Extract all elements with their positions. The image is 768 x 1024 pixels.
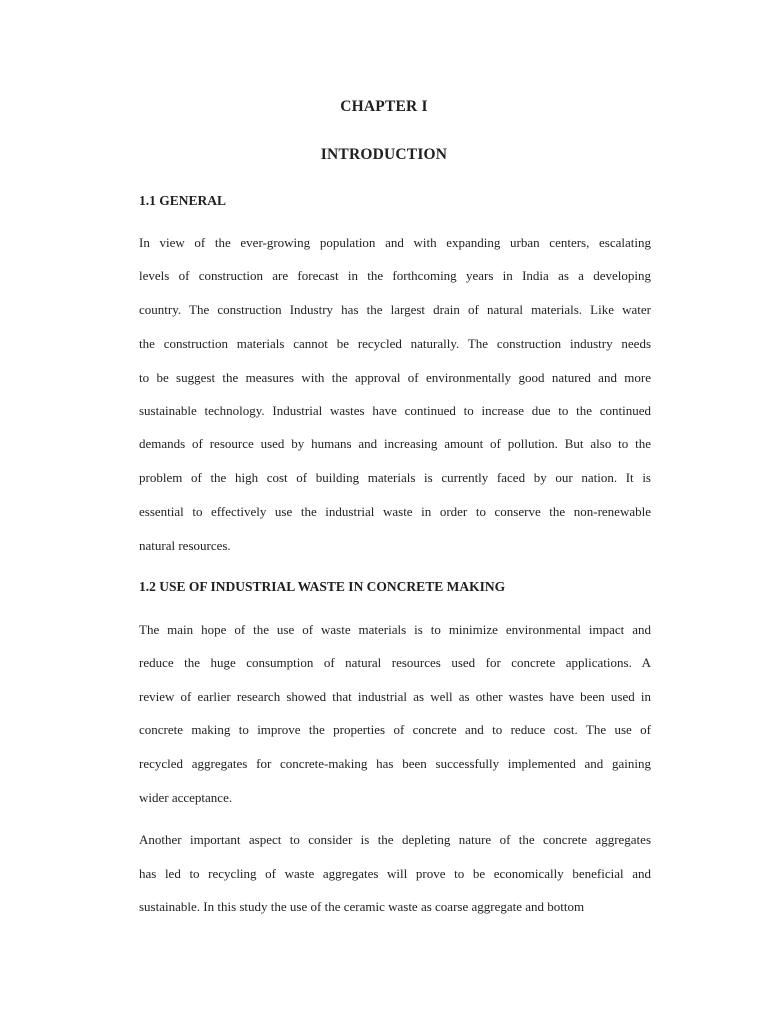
paragraph-line: demands of resource used by humans and increasing amount of pollution. But also to the (139, 436, 651, 451)
paragraph-line: essential to effectively use the industrial waste in order to conserve the non-renewable (139, 504, 651, 519)
paragraph-line: concrete making to improve the properties of concrete and to reduce cost. The use of (139, 722, 651, 737)
section-1-title: 1.1 GENERAL (139, 193, 227, 208)
paragraph-line: review of earlier research showed that industrial as well as other wastes have been used in (139, 689, 651, 704)
chapter-subtitle: INTRODUCTION (320, 146, 448, 163)
paragraph-line: sustainable. In this study the use of the ceramic waste as coarse aggregate and bottom (139, 899, 585, 914)
paragraph-line: Another important aspect to consider is the depleting nature of the concrete aggregates (139, 832, 651, 847)
paragraph-line: The main hope of the use of waste materials is to minimize environmental impact and (139, 622, 651, 637)
paragraph-line: sustainable technology. Industrial wastes have continued to increase due to the continued (139, 403, 651, 418)
paragraph-line: recycled aggregates for concrete-making has been successfully implemented and gaining (139, 756, 651, 771)
paragraph-line: reduce the huge consumption of natural resources used for concrete applications. A (139, 655, 651, 670)
chapter-title: CHAPTER I (340, 98, 428, 115)
paragraph-line: levels of construction are forecast in the forthcoming years in India as a developing (139, 268, 651, 283)
paragraph-line: natural resources. (139, 538, 231, 553)
paragraph-line: wider acceptance. (139, 790, 233, 805)
paragraph-line: In view of the ever-growing population and with expanding urban centers, escalating (139, 235, 651, 250)
section-2-title: 1.2 USE OF INDUSTRIAL WASTE IN CONCRETE MAKING (139, 579, 506, 594)
paragraph-line: has led to recycling of waste aggregates will prove to be economically beneficial and (139, 866, 651, 881)
paragraph-line: problem of the high cost of building materials is currently faced by our nation. It is (139, 470, 651, 485)
paragraph-line: country. The construction Industry has the largest drain of natural materials. Like water (139, 302, 651, 317)
paragraph-line: the construction materials cannot be recycled naturally. The construction industry needs (139, 336, 651, 351)
paragraph-line: to be suggest the measures with the approval of environmentally good natured and more (139, 370, 651, 385)
